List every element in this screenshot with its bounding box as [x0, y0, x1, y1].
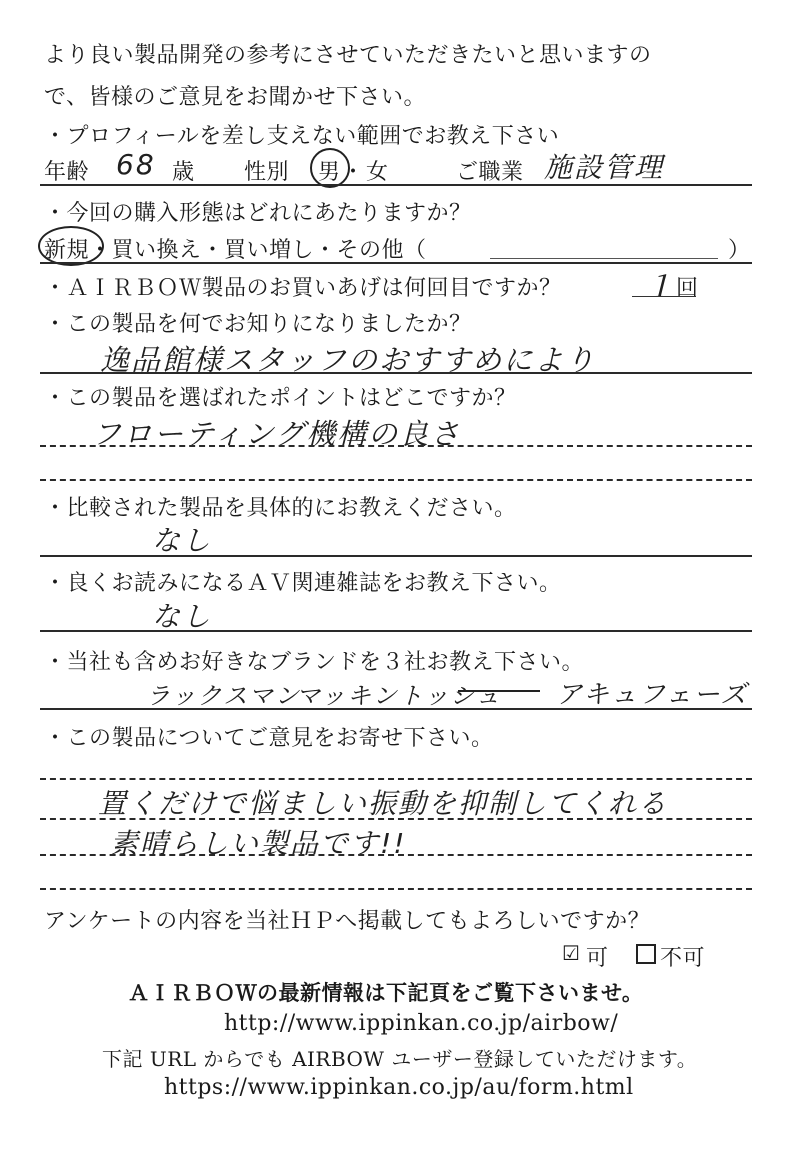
profile-underline — [40, 184, 752, 186]
opinion-line-2 — [40, 818, 752, 820]
publish-no-checkbox[interactable] — [636, 944, 656, 964]
footer-url-2[interactable]: https://www.ippinkan.co.jp/au/form.html — [164, 1075, 634, 1100]
count-heading: ・ＡＩＲＢＯＷ製品のお買いあげは何回目ですか？ — [44, 276, 562, 301]
gender-male: 男 — [318, 160, 341, 185]
gender-separator: ・ — [342, 160, 365, 185]
brand-3: アキュフェーズ — [556, 680, 749, 710]
point-line-1 — [40, 445, 752, 447]
brand-2: マッキントッシュ — [296, 682, 502, 710]
job-value: 施設管理 — [544, 151, 665, 184]
brand-1: ラックスマン — [146, 682, 301, 710]
footer-register-text: 下記 URL からでも AIRBOW ユーザー登録していただけます。 — [102, 1047, 698, 1071]
publish-yes-label: 可 — [586, 946, 609, 971]
age-value: 68 — [116, 148, 156, 181]
count-underline — [632, 296, 696, 297]
opinion-answer-2: 素晴らしい製品です!! — [110, 827, 407, 860]
publish-no-label: 不可 — [660, 946, 706, 971]
intro-line-1: より良い製品開発の参考にさせていただきたいと思いますの — [44, 43, 652, 68]
brands-underline — [40, 708, 752, 710]
purchase-options-close: ） — [728, 238, 751, 263]
footer-url-1[interactable]: http://www.ippinkan.co.jp/airbow/ — [224, 1011, 619, 1036]
purchase-heading: ・今回の購入形態はどれにあたりますか？ — [44, 201, 472, 226]
other-underline — [490, 258, 718, 259]
purchase-options: 新規・買い換え・買い増し・その他（ — [44, 238, 427, 263]
gender-label: 性別 — [244, 160, 290, 185]
source-underline — [40, 372, 752, 374]
point-heading: ・この製品を選ばれたポイントはどこですか？ — [44, 386, 517, 411]
age-unit: 歳 — [172, 160, 195, 185]
compare-underline — [40, 555, 752, 557]
source-heading: ・この製品を何でお知りになりましたか？ — [44, 312, 472, 337]
opinion-line-1 — [40, 778, 752, 780]
footer-latest-info: ＡＩＲＢＯＷの最新情報は下記頁をご覧下さいませ。 — [128, 981, 644, 1005]
compare-answer: なし — [152, 524, 213, 557]
opinion-line-4 — [40, 888, 752, 890]
purchase-selected-circle — [38, 226, 104, 266]
opinion-answer-1: 置くだけで悩ましい振動を抑制してくれる — [98, 787, 669, 820]
profile-heading: ・プロフィールを差し支えない範囲でお教え下さい — [44, 124, 560, 149]
point-answer: フローティング機構の良さ — [92, 417, 462, 451]
crossed-out-mark — [458, 690, 540, 692]
magazine-answer: なし — [152, 600, 213, 633]
point-line-2 — [40, 479, 752, 481]
compare-heading: ・比較された製品を具体的にお教えください。 — [44, 496, 517, 521]
publish-yes-checkbox[interactable]: ☑ — [562, 941, 581, 965]
publish-question: アンケートの内容を当社ＨＰへ掲載してもよろしいですか？ — [44, 909, 651, 934]
magazine-heading: ・良くお読みになるＡＶ関連雑誌をお教え下さい。 — [44, 571, 562, 596]
count-value: １ — [644, 270, 676, 305]
opinion-heading: ・この製品についてご意見をお寄せ下さい。 — [44, 726, 494, 751]
age-label: 年齢 — [44, 160, 90, 185]
job-label: ご職業 — [456, 160, 524, 185]
count-unit: 回 — [676, 276, 699, 301]
intro-line-2: で、皆様のご意見をお聞かせ下さい。 — [44, 85, 427, 110]
brands-heading: ・当社も含めお好きなブランドを３社お教え下さい。 — [44, 650, 585, 675]
source-answer: 逸品館様スタッフのおすすめにより — [100, 343, 597, 377]
gender-female: 女 — [366, 160, 389, 185]
opinion-line-3 — [40, 854, 752, 856]
magazine-underline — [40, 630, 752, 632]
